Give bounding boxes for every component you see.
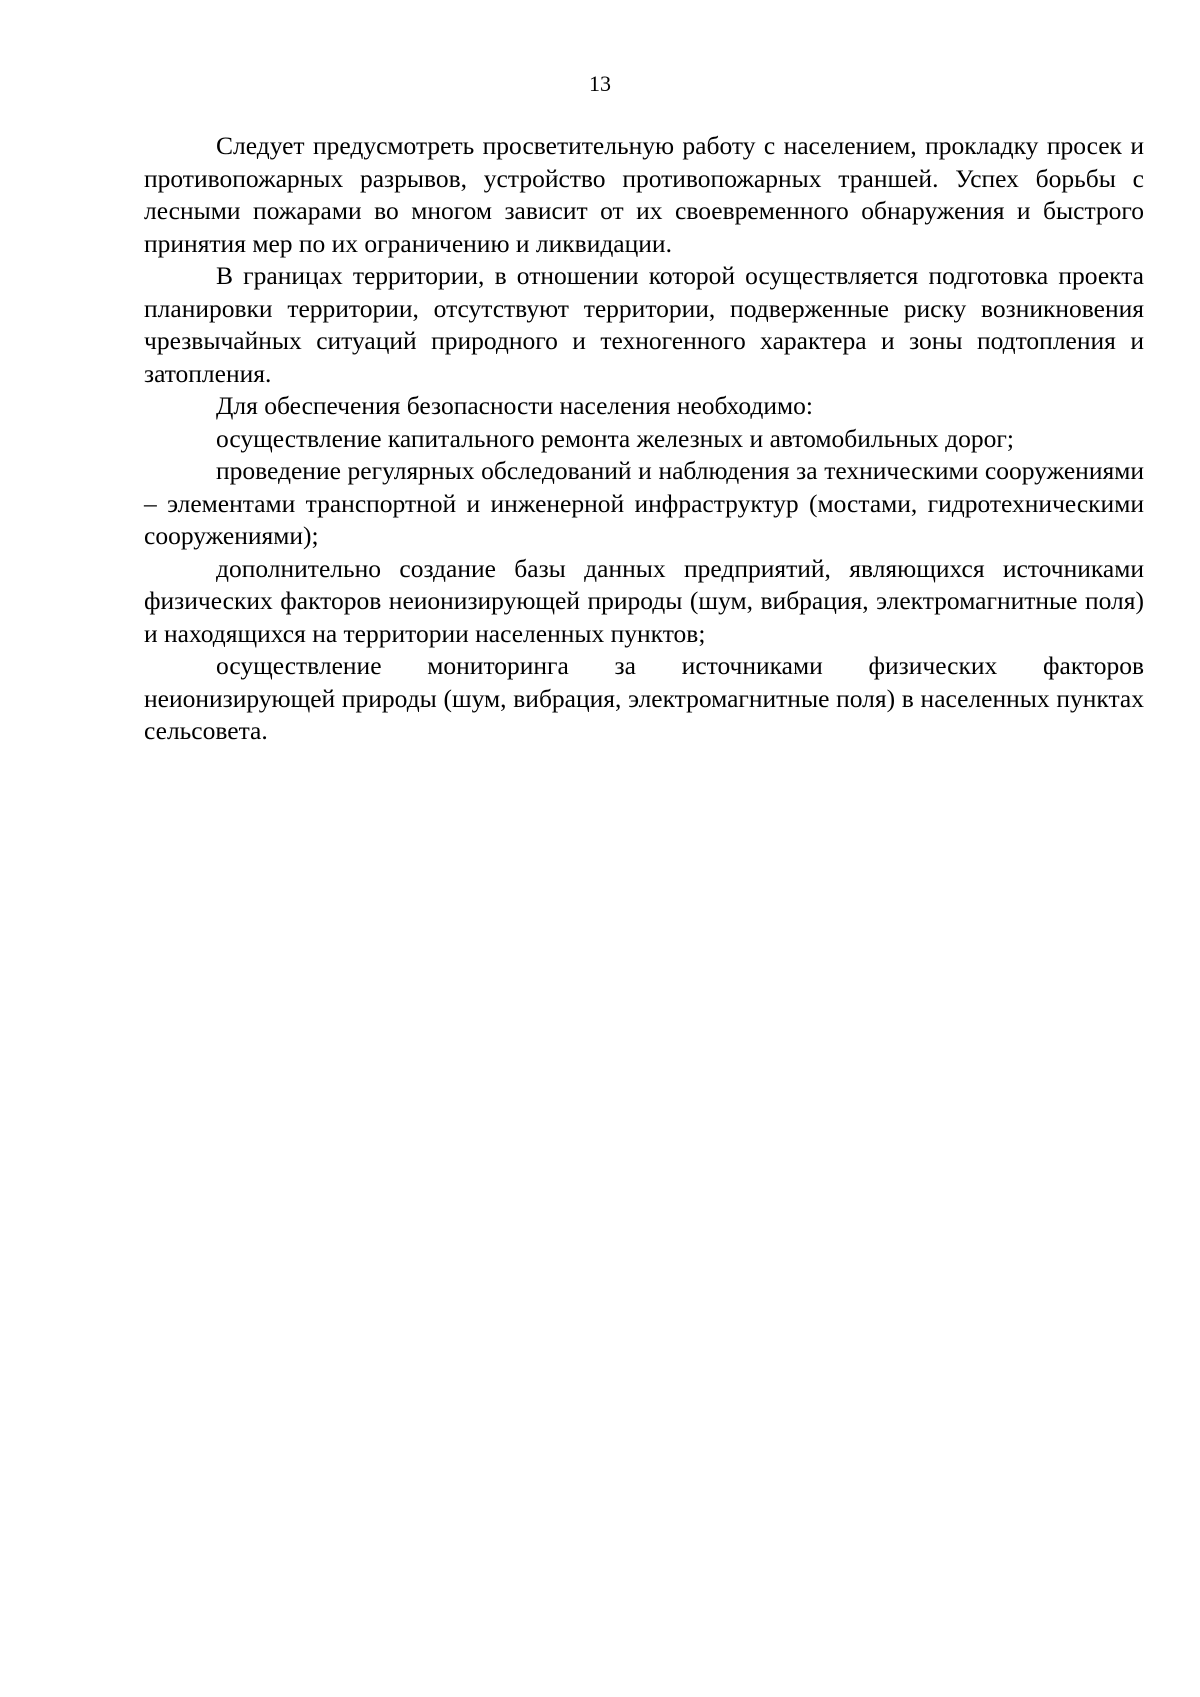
paragraph-inspections: проведение регулярных обследований и наблюдения за техническими сооружениями – элементами транспортной и инженерной инфраструктур (мостами, гидротехническими сооружениями); <box>144 456 1144 550</box>
paragraph-fire-prevention: Следует предусмотреть просветительную работу с населением, прокладку просек и противопожарных разрывов, устройство противопожарных траншей. Успех борьбы с лесными пожарами во многом зависит от их своевременного обнаружения и быстрого принятия мер по их ограничению и ликвидации. <box>144 131 1144 258</box>
paragraph-road-repair: осуществление капитального ремонта железных и автомобильных дорог; <box>216 423 1014 453</box>
paragraph-safety-intro: Для обеспечения безопасности населения необходимо: <box>216 391 813 420</box>
document-body <box>144 130 1144 748</box>
paragraph-emergency-risk: В границах территории, в отношении которой осуществляется подготовка проекта планировки территории, отсутствуют территории, подверженные риску возникновения чрезвычайных ситуаций природного и техногенного характера и зоны подтопления и затопления. <box>144 261 1144 388</box>
paragraph-database: дополнительно создание базы данных предприятий, являющихся источниками физических факторов неионизирующей природы (шум, вибрация, электромагнитные поля) и находящихся на территории населенных пунктов; <box>144 553 1144 648</box>
page-number: 13 <box>589 71 611 96</box>
paragraph-monitoring: осуществление мониторинга за источниками физических факторов неионизирующей природы (шум, вибрация, электромагнитные поля) в населенных пунктах сельсовета. <box>144 651 1144 745</box>
